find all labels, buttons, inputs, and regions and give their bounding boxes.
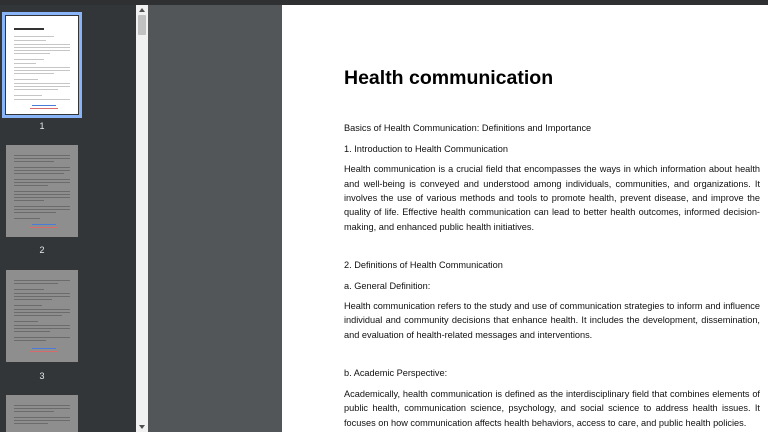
thumb-title-line (14, 28, 44, 30)
page-content (344, 67, 760, 432)
thumbnail-sidebar (0, 5, 148, 432)
document-subtitle: Basics of Health Communication: Definitions and Importance (344, 123, 592, 134)
page-thumbnail-3[interactable] (6, 270, 78, 362)
section-paragraph: Health communication refers to the study and use of communication strategies to inform and influence individual and community decisions that enhance health. It includes the development, dissemination, and evaluation of health-related messages and interventions. (344, 301, 760, 340)
scrollbar-thumb[interactable] (138, 15, 146, 35)
document-title: Health communication (344, 67, 554, 89)
sidebar-scrollbar[interactable] (136, 5, 148, 432)
section-paragraph: Health communication is a crucial field that encompasses the ways in which information about health and well-being is conveyed and understood among individuals, communities, and organizations. It involves the use of various methods and tools to promote health, prevent disease, and improve the quality of life. Effective health communication can lead to better health outcomes, informed decision-making, and enhanced public health initiatives. (344, 164, 760, 232)
scroll-down-arrow-icon[interactable] (136, 422, 148, 432)
page-thumbnail-1[interactable] (6, 16, 78, 114)
document-page (282, 5, 768, 432)
section-heading: 2. Definitions of Health Communication (344, 260, 503, 271)
subsection-heading: b. Academic Perspective: (344, 368, 448, 379)
thumbnail-page-number-2: 2 (39, 245, 45, 255)
thumbnail-page-number-1: 1 (39, 121, 45, 131)
document-viewer[interactable] (148, 5, 768, 432)
section-heading: 1. Introduction to Health Communication (344, 143, 508, 154)
page-thumbnail-2[interactable] (6, 145, 78, 237)
section-paragraph: Academically, health communication is defined as the interdisciplinary field that combines elements of public health, communication science, psychology, and social science to address health issues. It focuses on how communication affects health behaviors, access to care, and public health policies. (344, 388, 760, 428)
thumbnail-page-number-3: 3 (39, 371, 45, 381)
subsection-heading: a. General Definition: (344, 280, 431, 291)
page-thumbnail-4[interactable] (6, 395, 78, 432)
scroll-up-arrow-icon[interactable] (136, 5, 148, 15)
